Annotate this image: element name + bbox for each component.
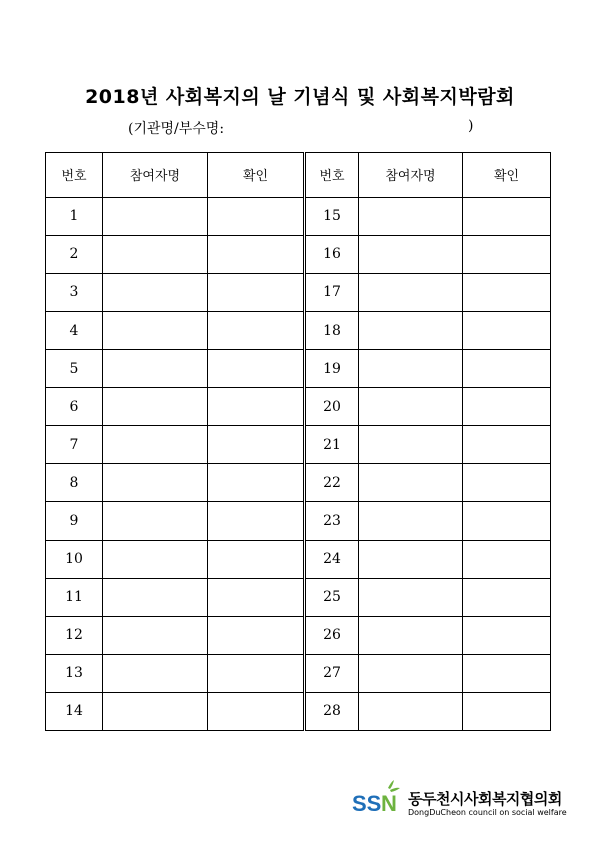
row-number: 26 [305,616,359,654]
confirm-cell[interactable] [208,312,305,350]
participant-name-cell[interactable] [103,464,208,502]
confirm-cell[interactable] [463,616,551,654]
row-number: 24 [305,540,359,578]
row-number: 7 [46,426,103,464]
participant-name-cell[interactable] [103,502,208,540]
row-number: 27 [305,654,359,692]
row-number: 14 [46,692,103,730]
document-title: 2018년 사회복지의 날 기념식 및 사회복지박람회 [85,86,515,108]
ssn-logo-icon [352,780,406,818]
table-row [46,350,551,388]
table-header-row [46,153,551,198]
confirm-cell[interactable] [463,235,551,273]
participant-name-cell[interactable] [359,388,463,426]
table-row [46,273,551,311]
row-number: 21 [305,426,359,464]
row-number: 4 [46,312,103,350]
participant-name-cell[interactable] [103,350,208,388]
row-number: 13 [46,654,103,692]
table-row [46,540,551,578]
confirm-cell[interactable] [208,273,305,311]
participant-name-cell[interactable] [359,197,463,235]
table-row [46,654,551,692]
participant-name-cell[interactable] [359,578,463,616]
organization-line [128,118,474,138]
organization-close: ) [468,118,474,134]
row-number: 12 [46,616,103,654]
confirm-cell[interactable] [208,235,305,273]
participant-name-cell[interactable] [103,235,208,273]
organization-name-english: DongDuCheon council on social welfare [408,808,567,817]
table-row [46,502,551,540]
participant-name-cell[interactable] [359,654,463,692]
participant-name-cell[interactable] [103,426,208,464]
table-row [46,312,551,350]
row-number: 5 [46,350,103,388]
row-number: 25 [305,578,359,616]
column-header: 참여자명 [359,153,463,198]
confirm-cell[interactable] [208,388,305,426]
table-row [46,616,551,654]
row-number: 1 [46,197,103,235]
table-row [46,426,551,464]
table-row [46,578,551,616]
row-number: 20 [305,388,359,426]
participant-name-cell[interactable] [359,540,463,578]
participant-name-cell[interactable] [359,426,463,464]
participant-name-cell[interactable] [359,273,463,311]
confirm-cell[interactable] [463,426,551,464]
column-header: 번호 [305,153,359,198]
row-number: 19 [305,350,359,388]
confirm-cell[interactable] [463,273,551,311]
row-number: 6 [46,388,103,426]
organization-name: 동두천시사회복지협의회 [408,790,562,808]
confirm-cell[interactable] [463,350,551,388]
column-header: 확인 [208,153,305,198]
svg-text:SS: SS [352,791,382,816]
participant-name-cell[interactable] [103,312,208,350]
confirm-cell[interactable] [208,654,305,692]
row-number: 15 [305,197,359,235]
confirm-cell[interactable] [208,197,305,235]
participant-name-cell[interactable] [359,692,463,730]
participant-name-cell[interactable] [103,273,208,311]
participant-name-cell[interactable] [103,578,208,616]
confirm-cell[interactable] [463,540,551,578]
row-number: 18 [305,312,359,350]
participant-name-cell[interactable] [103,616,208,654]
organization-label: (기관명/부수명: [128,121,225,137]
row-number: 16 [305,235,359,273]
confirm-cell[interactable] [208,616,305,654]
row-number: 28 [305,692,359,730]
confirm-cell[interactable] [463,692,551,730]
column-header: 확인 [463,153,551,198]
table-row [46,388,551,426]
confirm-cell[interactable] [208,426,305,464]
participant-name-cell[interactable] [359,350,463,388]
row-number: 17 [305,273,359,311]
participant-name-cell[interactable] [359,312,463,350]
column-header: 번호 [46,153,103,198]
table-row [46,692,551,730]
table-row [46,464,551,502]
confirm-cell[interactable] [208,464,305,502]
confirm-cell[interactable] [208,692,305,730]
confirm-cell[interactable] [208,350,305,388]
attendance-table [45,152,551,731]
participant-name-cell[interactable] [103,388,208,426]
row-number: 11 [46,578,103,616]
confirm-cell[interactable] [208,502,305,540]
participant-name-cell[interactable] [103,540,208,578]
column-header: 참여자명 [103,153,208,198]
participant-name-cell[interactable] [359,235,463,273]
participant-name-cell[interactable] [359,616,463,654]
participant-name-cell[interactable] [103,654,208,692]
row-number: 23 [305,502,359,540]
participant-name-cell[interactable] [103,692,208,730]
organization-logo [352,780,567,820]
confirm-cell[interactable] [463,197,551,235]
participant-name-cell[interactable] [359,464,463,502]
confirm-cell[interactable] [463,654,551,692]
row-number: 9 [46,502,103,540]
row-number: 10 [46,540,103,578]
row-number: 8 [46,464,103,502]
confirm-cell[interactable] [208,578,305,616]
participant-name-cell[interactable] [359,502,463,540]
row-number: 2 [46,235,103,273]
confirm-cell[interactable] [463,312,551,350]
confirm-cell[interactable] [463,578,551,616]
participant-name-cell[interactable] [103,197,208,235]
confirm-cell[interactable] [463,502,551,540]
confirm-cell[interactable] [463,388,551,426]
table-row [46,197,551,235]
confirm-cell[interactable] [463,464,551,502]
confirm-cell[interactable] [208,540,305,578]
row-number: 22 [305,464,359,502]
row-number: 3 [46,273,103,311]
table-row [46,235,551,273]
svg-text:N: N [381,791,397,816]
